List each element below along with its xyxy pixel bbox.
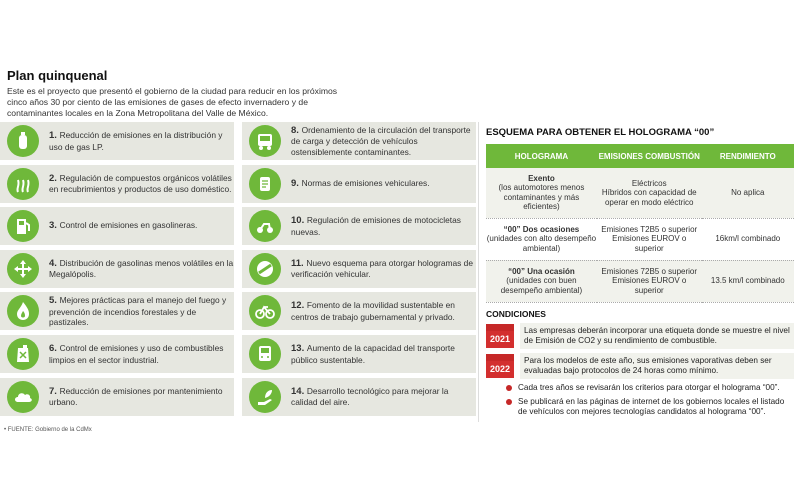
measure-label: Control de emisiones en gasolineras. [59,220,198,231]
condition-year: 2022 [486,361,514,378]
condition-bullet [506,383,794,393]
measure-item [242,165,476,203]
measure-label: Desarrollo tecnológico para mejorar la calidad del aire. [291,385,449,408]
emissions-line: Híbridos con capacidad de operar en modo eléctrico [601,188,697,207]
hologram-scheme [486,122,794,417]
measure-label: Fomento de la movilidad sustentable en centros de trabajo gubernamental y privado. [291,300,455,322]
hologram-cell [486,168,597,218]
measure-number: 3. [49,220,60,232]
page-title: Plan quinquenal [7,68,108,83]
measure-number: 7. [49,385,60,397]
measure-item [242,378,476,416]
measure-number: 12. [291,300,307,312]
vapor-icon [7,168,39,200]
measure-text [49,343,234,365]
measure-label: Reducción de emisiones por mantenimiento urbano. [49,385,223,408]
measure-item [0,378,234,416]
condition-year: 2021 [486,331,514,348]
measure-number: 11. [291,257,307,269]
emissions-line: Eléctricos [631,178,667,188]
measure-number: 13. [291,343,307,354]
measure-item [242,335,476,373]
measure-number: 10. [291,215,307,227]
measure-text [291,178,430,190]
measure-number: 1. [49,130,60,141]
measure-label: Nuevo esquema para otorgar hologramas de verificación vehicular. [291,257,473,280]
bullet-text: Cada tres años se revisarán los criterios para otorgar el holograma “00”. [518,382,780,392]
measure-item [0,165,234,203]
hologram-cell [486,260,597,302]
measure-number: 8. [291,124,302,136]
emissions-line: Emisiones EUROV o superior [612,234,687,253]
hand-leaf-icon [249,381,281,413]
measure-item [0,250,234,288]
scheme-title: ESQUEMA PARA OBTENER EL HOLOGRAMA “00” [486,127,715,138]
measure-text [49,220,197,232]
condition-text: Para los modelos de este año, sus emisiones vaporativas deben ser evaluadas bajo protocolos de 24 horas como mínimo. [520,353,794,379]
cloud-icon [7,381,39,413]
truck-icon [249,125,281,157]
measure-number: 5. [49,295,60,307]
hologram-name: “00” Una ocasión [508,266,575,276]
header-hologram: HOLOGRAMA [486,144,597,168]
emissions-cell [597,168,702,218]
measure-item [242,250,476,288]
source-note: • FUENTE: Gobierno de la CdMx [4,427,92,433]
measure-text [49,386,234,408]
bullet-dot-icon [506,399,512,405]
table-row [486,168,794,218]
hologram-icon [249,253,281,285]
hologram-desc: (unidades con alto desempeño ambiental) [486,234,597,253]
motorcycle-icon [249,210,281,242]
measure-item [0,292,234,330]
arrows-icon [7,253,39,285]
hologram-desc: (unidades con buen desempeño ambiental) [500,276,583,295]
performance-cell: No aplica [702,168,794,218]
measure-number: 2. [49,172,60,184]
condition-item [486,353,794,379]
measure-label: Control de emisiones y uso de combustibles limpios en el sector industrial. [49,343,224,365]
gas-tank-icon [7,125,39,157]
scheme-table [486,144,794,303]
measure-label: Ordenamiento de la circulación del transporte de carga y detección de vehículos ostensiblemente contaminantes. [291,124,471,157]
table-row [486,218,794,260]
performance-cell: 16km/l combinado [702,218,794,260]
measure-item [242,122,476,160]
hologram-name: “00” Dos ocasiones [503,224,580,234]
measure-text [49,295,234,328]
measure-item [242,292,476,330]
header-emissions: EMISIONES COMBUSTIÓN [597,144,702,168]
jerrycan-icon [7,338,39,370]
measure-text [49,258,234,280]
intro-text: Este es el proyecto que presentó el gobierno de la ciudad para reducir en los próximos cinco años 30 por ciento de las emisiones de gases de efecto invernadero y de contaminantes locales en la Zona Metropolitana del Valle de México. [7,86,338,118]
measures-grid [0,122,471,420]
measure-text [291,386,476,408]
bullet-text: Se publicará en las páginas de internet de los gobiernos locales el listado de vehículos con mejores tecnologías candidatos al holograma “00”. [518,396,785,416]
bullet-dot-icon [506,385,512,391]
measure-number: 6. [49,343,60,354]
measure-item [0,207,234,245]
emissions-line: Emisiones 72B5 o superior [601,266,698,276]
measure-label: Distribución de gasolinas menos volátiles en la Megalópolis. [49,257,234,280]
measure-text [291,258,476,280]
fuel-pump-icon [7,210,39,242]
header-performance: RENDIMIENTO [702,144,794,168]
emissions-cell [597,260,702,302]
hologram-desc: (los automotores menos contaminantes y más eficientes) [498,183,585,212]
measure-label: Regulación de emisiones de motocicletas nuevas. [291,215,461,237]
emissions-cell [597,218,702,260]
emissions-line: Emisiones EUROV o superior [612,276,687,295]
measure-item [0,122,234,160]
measure-text [49,173,234,195]
emissions-line: Emisiones T2B5 o superior [601,224,698,234]
measure-text [49,130,234,152]
measure-label: Aumento de la capacidad del transporte público sustentable. [291,343,455,365]
measure-number: 14. [291,385,307,397]
table-row [486,260,794,302]
condition-item [486,323,794,349]
measure-label: Normas de emisiones vehiculares. [301,177,430,188]
measure-label: Mejores prácticas para el manejo del fuego y prevención de incendios forestales y de pastizales. [49,295,227,328]
measure-text [291,343,476,365]
measure-text [291,300,476,322]
measure-text [291,215,476,237]
bicycle-icon [249,295,281,327]
divider [478,122,479,422]
performance-cell: 13.5 km/l combinado [702,260,794,302]
measure-label: Regulación de compuestos orgánicos volátiles en recubrimientos y productos de uso doméstico. [49,172,232,195]
measure-number: 4. [49,257,60,269]
hologram-name: Exento [528,173,555,183]
condition-text: Las empresas deberán incorporar una etiqueta donde se muestre el nivel de Emisión de CO2 y su rendimiento de combustible. [520,323,794,349]
measure-number: 9. [291,177,302,189]
conditions-title: CONDICIONES [486,308,546,319]
hologram-cell [486,218,597,260]
measure-item [0,335,234,373]
measure-label: Reducción de emisiones en la distribución y uso de gas LP. [49,130,223,152]
measure-item [242,207,476,245]
calendar-icon [486,324,514,348]
calendar-icon [486,354,514,378]
bus-icon [249,338,281,370]
measure-text [291,125,476,158]
scroll-icon [249,168,281,200]
fire-icon [7,295,39,327]
condition-bullet [506,397,794,417]
